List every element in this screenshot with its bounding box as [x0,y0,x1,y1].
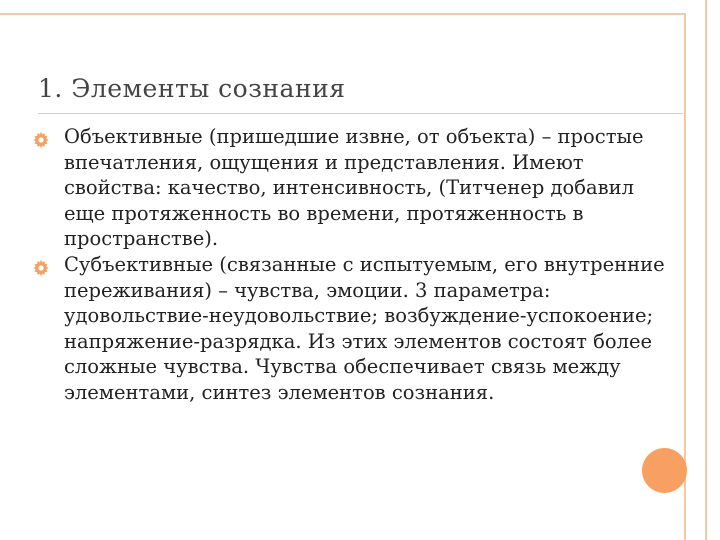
title-divider [38,113,683,114]
slide-frame-top [0,13,686,15]
gear-icon [33,257,49,273]
slide-title: 1. Элементы сознания [38,74,346,103]
gear-icon [33,129,49,145]
list-item [28,252,668,406]
list-item [28,124,668,252]
bullet-text: Субъективные (связанные с испытуемым, его внутренние переживания) – чувства, эмоции. 3 параметра: удовольствие-неудовольствие; возбуждение-успокоение; напряжение-разрядка. Из этих элементов состоят более сложные чувства. Чувства обеспечивает связь между элементами, синтез элементов сознания. [64,252,665,404]
bullet-text: Объективные (пришедшие извне, от объекта) – простые впечатления, ощущения и представления. Имеют свойства: качество, интенсивность, (Титченер добавил еще протяженность во времени, протяженность в пространстве). [64,125,644,251]
bullet-list [28,124,668,406]
decorative-circle [642,448,687,493]
